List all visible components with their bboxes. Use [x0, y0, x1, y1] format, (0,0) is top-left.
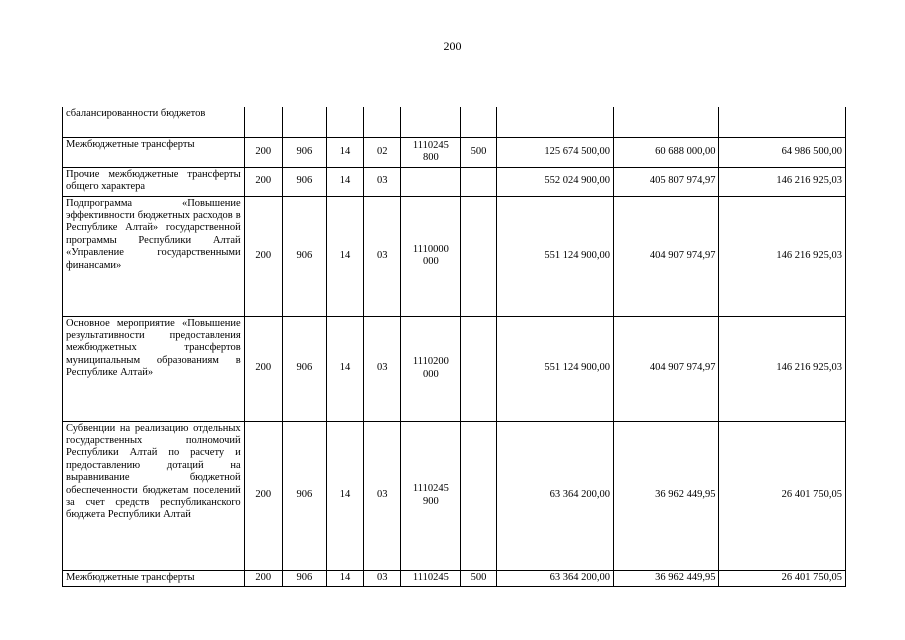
- budget-table: [62, 107, 846, 587]
- cell-target: 1110245 800: [401, 137, 461, 167]
- cell-value-2: 36 962 449,95: [614, 421, 719, 570]
- cell-subsection: 03: [364, 167, 401, 196]
- cell-value-1: 552 024 900,00: [496, 167, 613, 196]
- cell-target: 1110200 000: [401, 316, 461, 421]
- table-row: [63, 316, 846, 421]
- cell-subsection: 03: [364, 570, 401, 586]
- cell-ministry: 906: [282, 196, 326, 316]
- cell-value-2: 404 907 974,97: [614, 316, 719, 421]
- cell-value-3: 146 216 925,03: [719, 196, 846, 316]
- cell-value-2: 36 962 449,95: [614, 570, 719, 586]
- table-row: [63, 570, 846, 586]
- cell-value-2: 404 907 974,97: [614, 196, 719, 316]
- cell-ministry: 906: [282, 316, 326, 421]
- cell-type: [461, 107, 496, 137]
- cell-subsection: 03: [364, 316, 401, 421]
- cell-target: 1110245 900: [401, 421, 461, 570]
- cell-type: [461, 316, 496, 421]
- cell-ministry: 906: [282, 137, 326, 167]
- cell-type: [461, 196, 496, 316]
- cell-code: 200: [244, 421, 282, 570]
- cell-section: [326, 107, 363, 137]
- cell-target: 1110245: [401, 570, 461, 586]
- cell-ministry: [282, 107, 326, 137]
- cell-ministry: 906: [282, 421, 326, 570]
- cell-code: 200: [244, 570, 282, 586]
- cell-target: 1110000 000: [401, 196, 461, 316]
- cell-ministry: 906: [282, 167, 326, 196]
- cell-value-3: 146 216 925,03: [719, 167, 846, 196]
- table-row: [63, 421, 846, 570]
- cell-code: 200: [244, 167, 282, 196]
- cell-value-3: 26 401 750,05: [719, 570, 846, 586]
- table-row: [63, 167, 846, 196]
- cell-section: 14: [326, 316, 363, 421]
- cell-value-2: 60 688 000,00: [614, 137, 719, 167]
- cell-value-3: [719, 107, 846, 137]
- cell-type: [461, 421, 496, 570]
- cell-value-1: 63 364 200,00: [496, 570, 613, 586]
- table-row: [63, 196, 846, 316]
- cell-type: [461, 167, 496, 196]
- table-row: [63, 137, 846, 167]
- cell-value-3: 26 401 750,05: [719, 421, 846, 570]
- row-name: Подпрограмма «Повышение эффективности бюджетных расходов в Республике Алтай» государственной программы Республики Алтай «Управление государственными финансами»: [63, 196, 245, 316]
- cell-section: 14: [326, 570, 363, 586]
- row-name: Основное мероприятие «Повышение результативности предоставления межбюджетных трансфертов муниципальным образованиям в Республике Алтай»: [63, 316, 245, 421]
- cell-subsection: [364, 107, 401, 137]
- cell-type: 500: [461, 570, 496, 586]
- cell-value-3: 146 216 925,03: [719, 316, 846, 421]
- cell-value-2: 405 807 974,97: [614, 167, 719, 196]
- cell-value-3: 64 986 500,00: [719, 137, 846, 167]
- cell-value-1: 125 674 500,00: [496, 137, 613, 167]
- cell-subsection: 03: [364, 421, 401, 570]
- cell-code: 200: [244, 137, 282, 167]
- table-row: [63, 107, 846, 137]
- cell-code: 200: [244, 316, 282, 421]
- cell-type: 500: [461, 137, 496, 167]
- cell-code: [244, 107, 282, 137]
- cell-section: 14: [326, 167, 363, 196]
- cell-code: 200: [244, 196, 282, 316]
- row-name: Прочие межбюджетные трансферты общего характера: [63, 167, 245, 196]
- row-name: сбалансированности бюджетов: [63, 107, 245, 137]
- cell-section: 14: [326, 421, 363, 570]
- cell-value-1: 551 124 900,00: [496, 196, 613, 316]
- row-name: Межбюджетные трансферты: [63, 137, 245, 167]
- cell-subsection: 03: [364, 196, 401, 316]
- cell-subsection: 02: [364, 137, 401, 167]
- cell-value-1: [496, 107, 613, 137]
- cell-value-1: 63 364 200,00: [496, 421, 613, 570]
- cell-ministry: 906: [282, 570, 326, 586]
- cell-value-1: 551 124 900,00: [496, 316, 613, 421]
- cell-target: [401, 107, 461, 137]
- cell-section: 14: [326, 137, 363, 167]
- cell-value-2: [614, 107, 719, 137]
- cell-section: 14: [326, 196, 363, 316]
- row-name: Субвенции на реализацию отдельных государственных полномочий Республики Алтай по расчету и предоставлению дотаций на выравнивание бюджетной обеспеченности бюджетам поселений за счет средств республиканского бюджета Республики Алтай: [63, 421, 245, 570]
- row-name: Межбюджетные трансферты: [63, 570, 245, 586]
- page-number: 200: [443, 39, 462, 53]
- cell-target: [401, 167, 461, 196]
